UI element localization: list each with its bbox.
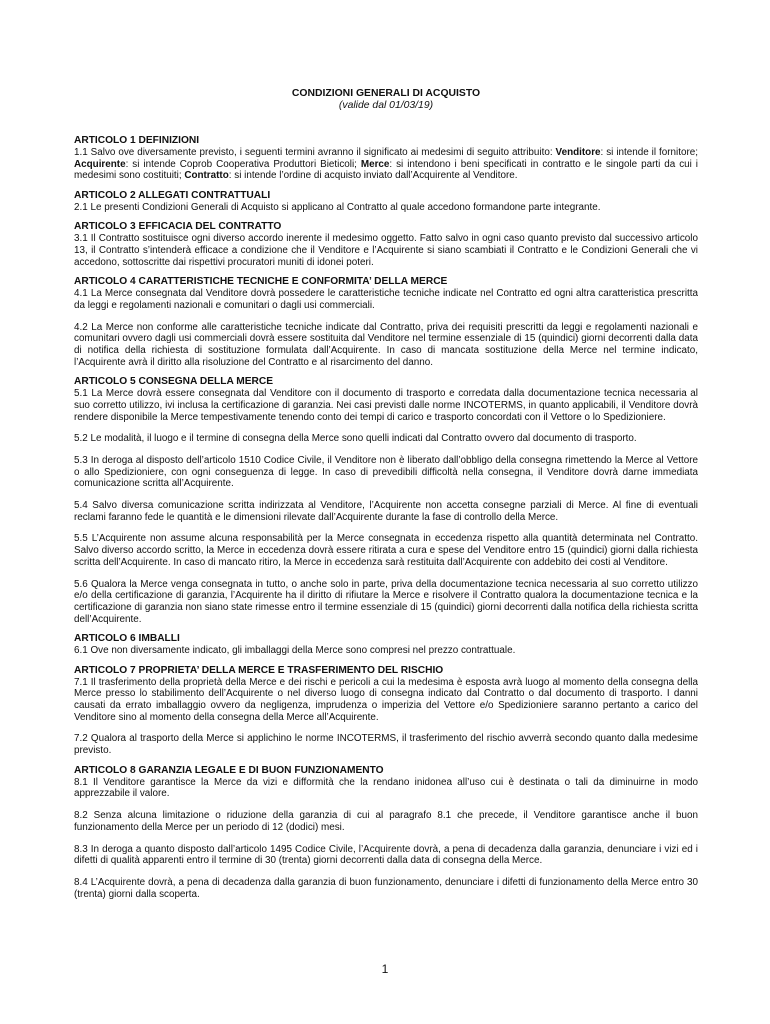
article-heading: ARTICOLO 8 GARANZIA LEGALE E DI BUON FUNZIONAMENTO bbox=[74, 764, 384, 776]
paragraph-text: 3.1 Il Contratto sostituisce ogni diverso accordo inerente il medesimo oggetto. Fatto salvo in ogni caso quanto previsto dal successivo articolo 13, il Contratto s’intenderà efficace a condizione che il Venditore e l’Acquirente si siano scambiati il Contratto e le Condizioni Generali che vi accedono, sottoscritte dai rispettivi procuratori muniti di idonei poteri. bbox=[74, 233, 698, 268]
article-heading: ARTICOLO 6 IMBALLI bbox=[74, 633, 180, 645]
paragraph-text: : si intende Coprob Cooperativa Produttori Bieticoli; bbox=[125, 158, 361, 170]
article-paragraph bbox=[74, 500, 698, 523]
article-paragraph bbox=[74, 533, 698, 568]
article-section bbox=[74, 221, 698, 268]
paragraph-text: 8.2 Senza alcuna limitazione o riduzione della garanzia di cui al paragrafo 8.1 che precede, il Venditore garantisce anche il buon funzionamento della Merce per un periodo di 12 (dodici) mesi. bbox=[74, 810, 698, 833]
article-paragraph bbox=[74, 677, 698, 724]
article-paragraph bbox=[74, 388, 698, 423]
article-paragraph bbox=[74, 579, 698, 626]
article-section bbox=[74, 276, 698, 368]
paragraph-text: 5.4 Salvo diversa comunicazione scritta indirizzata al Venditore, l’Acquirente non accetta consegne parziali di Merce. Al fine di eventuali reclami faranno fede le quantità e le dimensioni rilevate dall’Acquirente durante la fase di controllo della Merce. bbox=[74, 500, 698, 523]
defined-term: Acquirente bbox=[74, 158, 126, 170]
defined-term: Merce bbox=[360, 158, 390, 170]
article-section bbox=[74, 765, 698, 900]
paragraph-text: 7.2 Qualora al trasporto della Merce si applichino le norme INCOTERMS, il trasferimento del rischio avverrà secondo quanto dalla medesime previsto. bbox=[74, 733, 698, 757]
document-title: CONDIZIONI GENERALI DI ACQUISTO bbox=[291, 88, 481, 99]
defined-term: Venditore bbox=[555, 146, 601, 158]
article-paragraph bbox=[74, 233, 698, 268]
paragraph-text: : si intendono i beni specificati in contratto e le singole parti da cui i medesimi sono costituiti; bbox=[74, 158, 699, 182]
article-paragraph bbox=[74, 433, 698, 445]
article-section bbox=[74, 665, 698, 757]
document-page bbox=[74, 88, 698, 908]
paragraph-text: 7.1 Il trasferimento della proprietà della Merce e dei rischi e pericoli a cui la medesima è esposta avrà luogo al momento della consegna della Merce presso lo stabilimento dell’Acquirente o nel diverso luogo di consegna indicato dal Contratto o dal documento di trasporto. I danni causati da errato imballaggio ovvero da negligenza, imprudenza o imperizia del Vettore e/o Spedizioniere saranno pertanto a carico del Venditore sino al momento della consegna della Merce all’Acquirente. bbox=[74, 676, 698, 723]
article-paragraph bbox=[74, 733, 698, 756]
article-paragraph bbox=[74, 844, 698, 867]
paragraph-text: : si intende l’ordine di acquisto inviato dall’Acquirente al Venditore. bbox=[228, 170, 518, 182]
article-section bbox=[74, 376, 698, 625]
article-heading: ARTICOLO 1 DEFINIZIONI bbox=[74, 135, 200, 146]
paragraph-text: 5.6 Qualora la Merce venga consegnata in tutto, o anche solo in parte, priva della documentazione tecnica necessaria al suo corretto utilizzo e/o della certificazione di garanzia, l’Acquirente ha il diritto di rifiutare la Merce e risolvere il Contratto qualora la documentazione tecnica e la certificazione di garanzia non siano state rimesse entro il termine essenziale di 15 (quindici) giorni decorrenti dalla notifica della richiesta scritta dell’Acquirente. bbox=[74, 578, 698, 625]
article-paragraph bbox=[74, 777, 698, 800]
paragraph-text: 8.4 L’Acquirente dovrà, a pena di decadenza dalla garanzia di buon funzionamento, denunciare i difetti di funzionamento della Merce entro 30 (trenta) giorni dalla scoperta. bbox=[74, 876, 698, 900]
article-heading: ARTICOLO 3 EFFICACIA DEL CONTRATTO bbox=[74, 221, 282, 233]
article-section bbox=[74, 633, 698, 657]
paragraph-text: 6.1 Ove non diversamente indicato, gli imballaggi della Merce sono compresi nel prezzo contrattuale. bbox=[74, 645, 516, 657]
article-paragraph bbox=[74, 147, 698, 182]
article-heading: ARTICOLO 2 ALLEGATI CONTRATTUALI bbox=[74, 189, 271, 201]
article-paragraph bbox=[74, 645, 698, 657]
article-paragraph bbox=[74, 455, 698, 490]
document-subtitle: (valide dal 01/03/19) bbox=[338, 100, 434, 111]
article-paragraph bbox=[74, 810, 698, 833]
paragraph-text: 4.1 La Merce consegnata dal Venditore dovrà possedere le caratteristiche tecniche indicate nel Contratto ed ogni altra caratteristica prescritta da leggi e regolamenti nazionali e comunitari o dagli usi commerciali. bbox=[74, 288, 698, 311]
article-paragraph bbox=[74, 877, 698, 900]
paragraph-text: 5.5 L’Acquirente non assume alcuna responsabilità per la Merce consegnata in eccedenza rispetto alla quantità determinata nel Contratto. Salvo diverso accordo scritto, la Merce in eccedenza dovrà essere ritirata a cura e spese del Venditore entro 15 (quindici) giorni dalla richiesta scritta dell’Acquirente. In caso di mancato ritiro, la Merce in eccedenza sarà restituita dall’Acquirente con addebito dei costi al Venditore. bbox=[74, 533, 698, 568]
paragraph-text: 8.3 In deroga a quanto disposto dall’articolo 1495 Codice Civile, l’Acquirente dovrà, a pena di decadenza dalla garanzia, denunciare i vizi ed i difetti di qualità apparenti entro il termine di 30 (trenta) giorni decorrenti dalla data di consegna della Merce. bbox=[74, 843, 698, 867]
paragraph-text: 5.1 La Merce dovrà essere consegnata dal Venditore con il documento di trasporto e corredata dalla documentazione tecnica necessaria al suo corretto utilizzo, ivi inclusa la certificazione di garanzia. Nei casi previsti dalle norme INCOTERMS, in quanto applicabili, il Venditore dovrà rendere disponibile la Merce tempestivamente tenendo conto dei tempi di carico e trasporto concordati con il Vettore o lo Spedizioniere. bbox=[74, 388, 698, 423]
article-heading: ARTICOLO 5 CONSEGNA DELLA MERCE bbox=[74, 376, 274, 388]
article-section bbox=[74, 135, 698, 182]
paragraph-text: : si intende il fornitore; bbox=[600, 146, 698, 158]
page-number: 1 bbox=[381, 962, 389, 976]
article-section bbox=[74, 190, 698, 214]
paragraph-text: 5.2 Le modalità, il luogo e il termine di consegna della Merce sono quelli indicati dal Contratto ovvero dal documento di trasporto. bbox=[74, 433, 637, 445]
article-paragraph bbox=[74, 288, 698, 311]
paragraph-text: 1.1 Salvo ove diversamente previsto, i seguenti termini avranno il significato ai medesimi di seguito attribuito: bbox=[74, 146, 556, 158]
paragraph-text: 2.1 Le presenti Condizioni Generali di Acquisto si applicano al Contratto al quale accedono formandone parte integrante. bbox=[74, 201, 601, 213]
paragraph-text: 8.1 Il Venditore garantisce la Merce da vizi e difformità che la rendano inidonea all’uso cui è destinata o tali da diminuirne in modo apprezzabile il valore. bbox=[74, 776, 698, 800]
paragraph-text: 5.3 In deroga al disposto dell’articolo 1510 Codice Civile, il Venditore non è liberato dall’obbligo della consegna rimettendo la Merce al Vettore o allo Spedizioniere, con ogni conseguenza di legge. In caso di prevedibili difficoltà nella consegna, il Venditore dovrà darne immediata comunicazione scritta all’Acquirente. bbox=[74, 454, 698, 490]
paragraph-text: 4.2 La Merce non conforme alle caratteristiche tecniche indicate dal Contratto, priva dei requisiti prescritti da leggi e regolamenti nazionali e comunitari ovvero dagli usi commerciali dovrà essere sostituita dal Venditore nel termine essenziale di 15 (quindici) giorni decorrenti dalla data di notifica della richiesta di sostituzione formulata dall’Acquirente. In caso di mancata sostituzione della Merce nel termine indicato, l’Acquirente avrà il diritto alla risoluzione del Contratto e al risarcimento del danno. bbox=[74, 321, 698, 368]
articles-container bbox=[74, 135, 698, 900]
article-heading: ARTICOLO 4 CARATTERISTICHE TECNICHE E CONFORMITA’ DELLA MERCE bbox=[74, 276, 448, 288]
article-heading: ARTICOLO 7 PROPRIETA’ DELLA MERCE E TRASFERIMENTO DEL RISCHIO bbox=[74, 664, 444, 676]
defined-term: Contratto bbox=[184, 170, 229, 182]
article-paragraph bbox=[74, 202, 698, 214]
article-paragraph bbox=[74, 322, 698, 369]
